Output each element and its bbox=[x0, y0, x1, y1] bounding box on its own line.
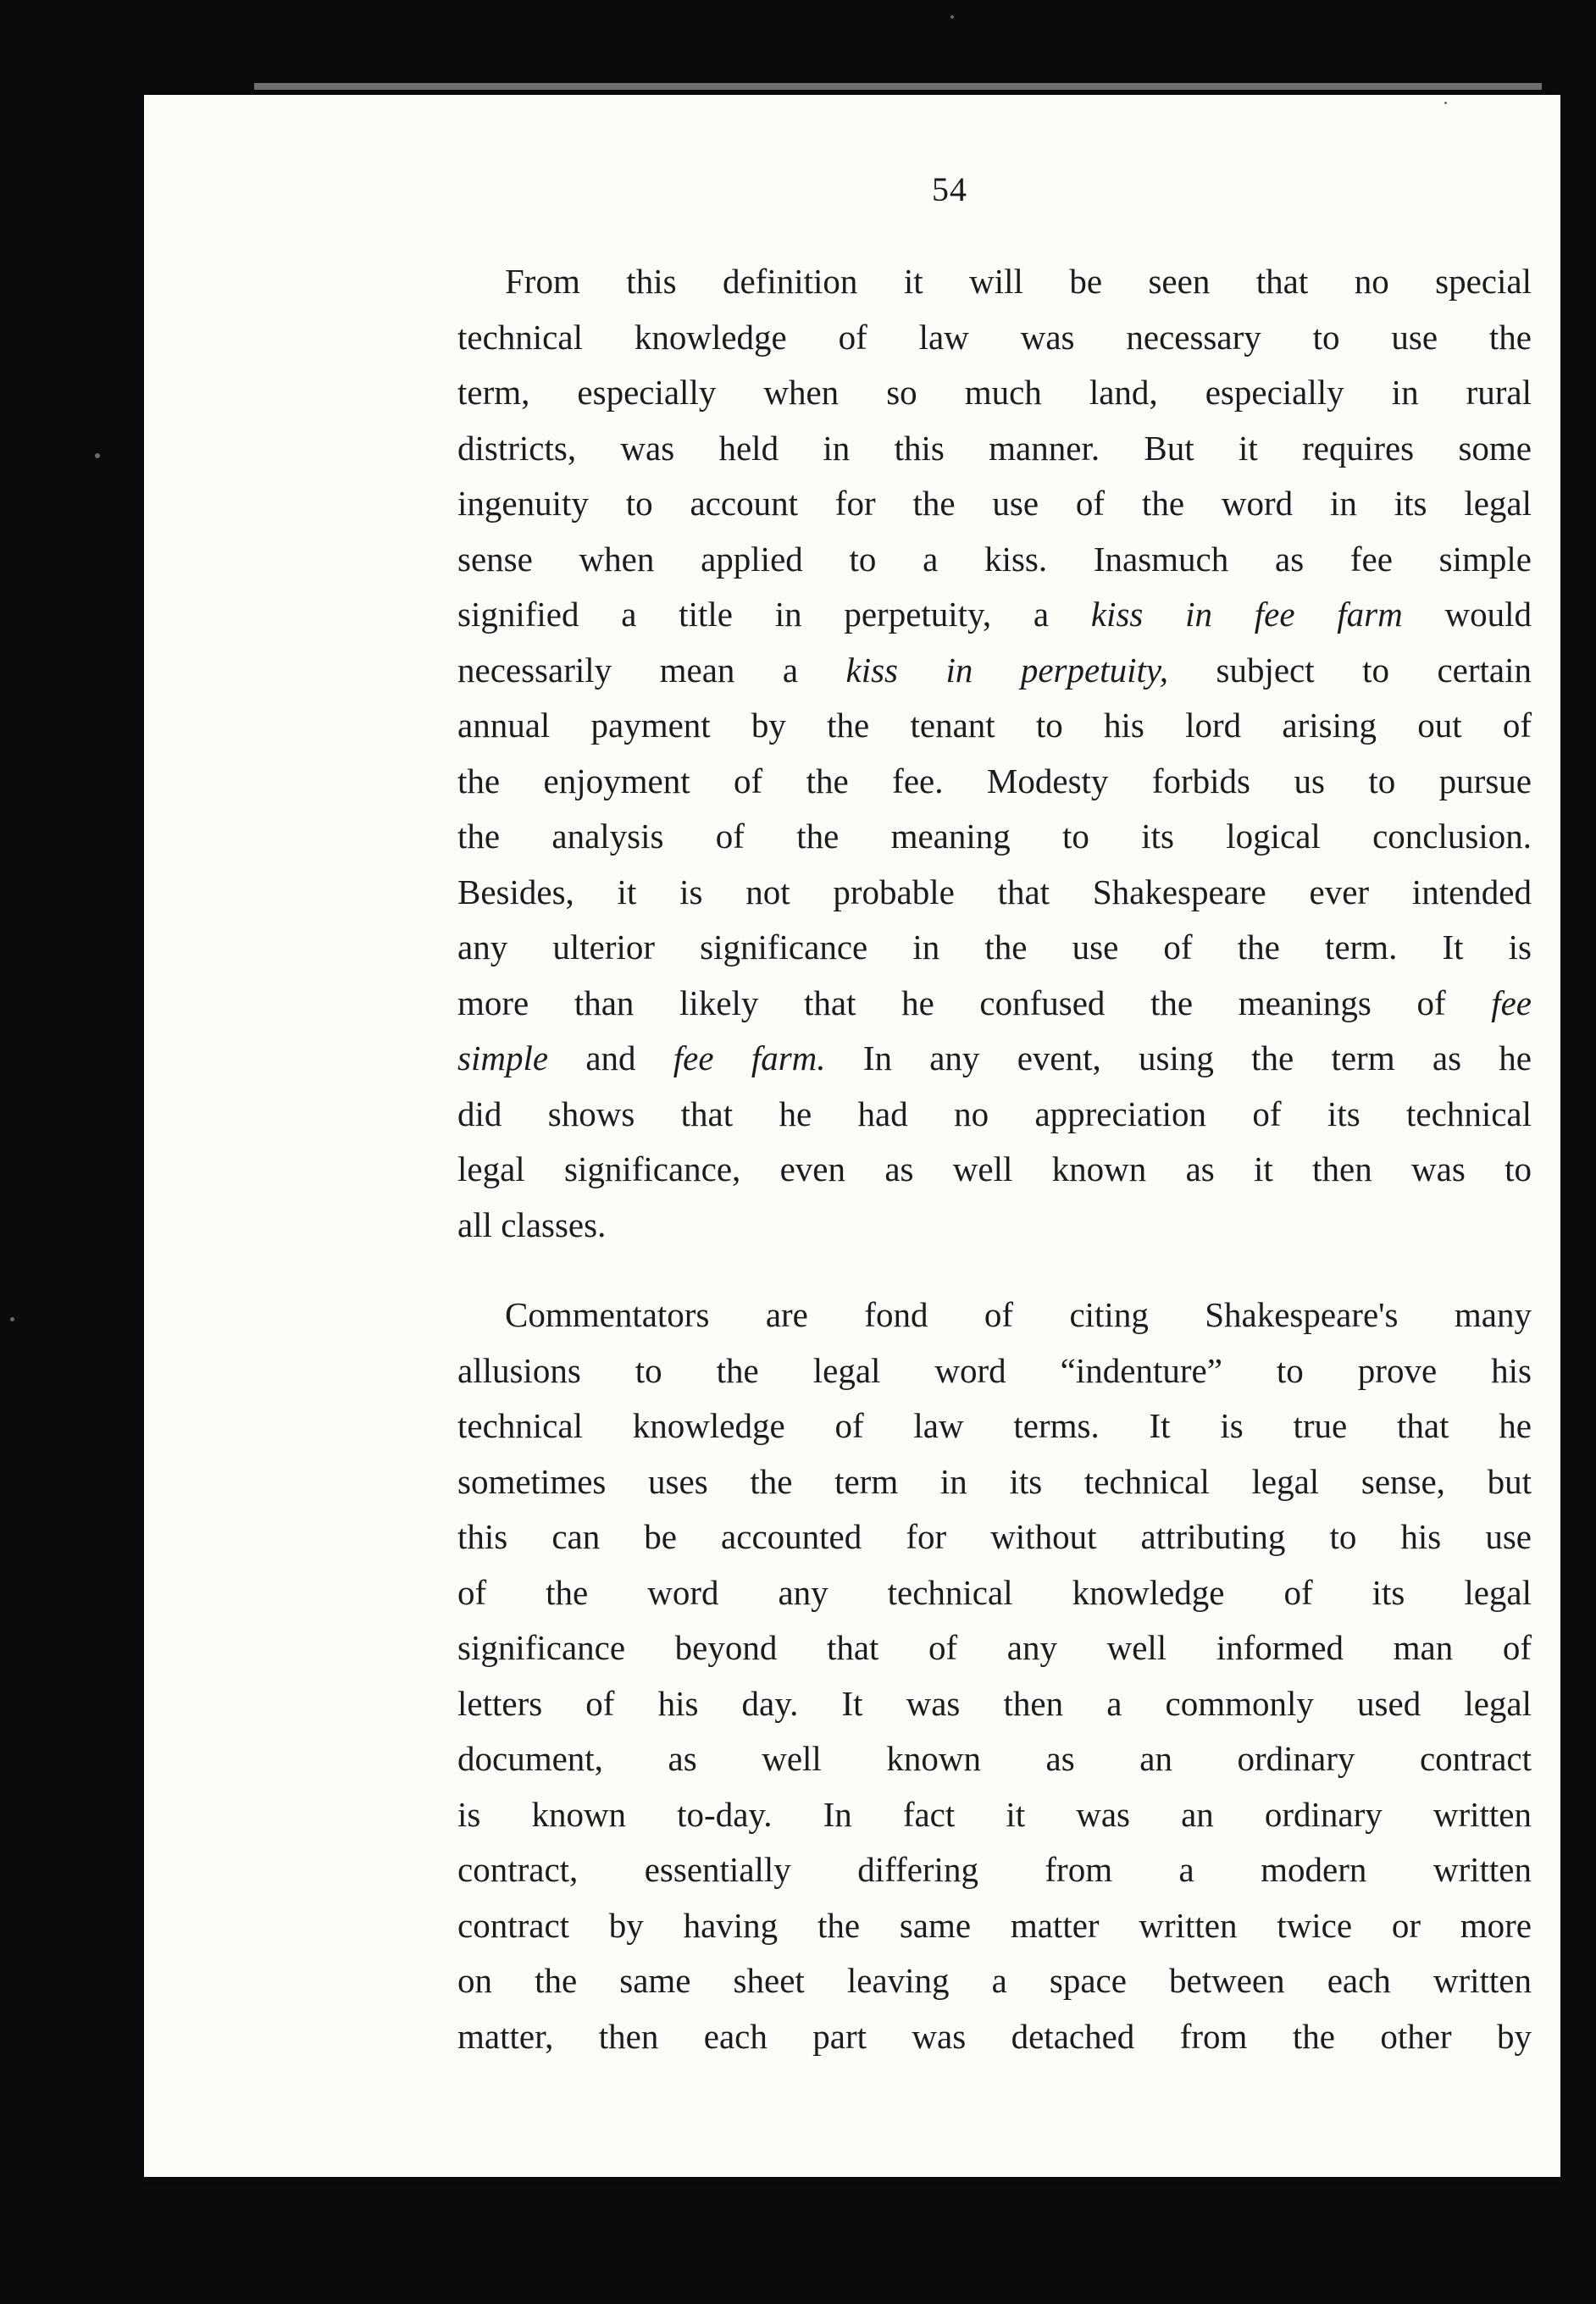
text-line: sometimes uses the term in its technical legal sense, but bbox=[457, 1461, 1532, 1501]
text-line: Besides, it is not probable that Shakespeare ever intended bbox=[457, 872, 1532, 911]
text-line: significance beyond that of any well informed man of bbox=[457, 1628, 1532, 1667]
text-line: technical knowledge of law terms. It is true that he bbox=[457, 1406, 1532, 1445]
text-line: technical knowledge of law was necessary to use the bbox=[457, 317, 1532, 357]
scan-speck bbox=[950, 15, 954, 19]
scan-speck bbox=[10, 1317, 14, 1321]
text-line: document, as well known as an ordinary contract bbox=[457, 1739, 1532, 1778]
text-line: term, especially when so much land, especially in rural bbox=[457, 373, 1532, 412]
text-line: on the same sheet leaving a space between each written bbox=[457, 1961, 1532, 2000]
scan-speck bbox=[1444, 102, 1447, 104]
text-line: contract by having the same matter written twice or more bbox=[457, 1905, 1532, 1945]
text-line: is known to-day. In fact it was an ordinary written bbox=[457, 1794, 1532, 1834]
scan-speck bbox=[95, 453, 100, 458]
text-line: letters of his day. It was then a commonly used legal bbox=[457, 1683, 1532, 1723]
text-line: any ulterior significance in the use of the term. It is bbox=[457, 928, 1532, 966]
text-line: necessarily mean a kiss in perpetuity, subject to certain bbox=[457, 650, 1532, 690]
text-line: simple and fee farm. In any event, using the term as he bbox=[457, 1038, 1532, 1077]
text-line: Commentators are fond of citing Shakespeare's many bbox=[505, 1295, 1532, 1334]
italic-phrase: kiss in fee farm bbox=[1090, 595, 1403, 634]
text-line: matter, then each part was detached from the other by bbox=[457, 2016, 1532, 2056]
text-line: ingenuity to account for the use of the word in its legal bbox=[457, 484, 1532, 523]
italic-phrase: fee farm. bbox=[673, 1038, 826, 1077]
text-line: legal significance, even as well known as it then was to bbox=[457, 1149, 1532, 1188]
text-line: of the word any technical knowledge of its legal bbox=[457, 1572, 1532, 1612]
text-line: more than likely that he confused the meanings of fee bbox=[457, 983, 1532, 1022]
text-line: districts, was held in this manner. But it requires some bbox=[457, 428, 1532, 468]
italic-phrase: kiss in perpetuity, bbox=[845, 650, 1169, 690]
text-line: contract, essentially differing from a modern written bbox=[457, 1850, 1532, 1889]
text-line: did shows that he had no appreciation of its technical bbox=[457, 1094, 1532, 1133]
page-number: 54 bbox=[932, 170, 967, 208]
text-line: all classes. bbox=[457, 1205, 607, 1244]
text-line: annual payment by the tenant to his lord arising out of bbox=[457, 706, 1532, 745]
paragraph-2 bbox=[457, 1288, 1532, 2064]
text-line: From this definition it will be seen that no special bbox=[505, 262, 1532, 301]
text-line: the enjoyment of the fee. Modesty forbids us to pursue bbox=[457, 761, 1532, 800]
text-line: the analysis of the meaning to its logical conclusion. bbox=[457, 817, 1532, 856]
text-line: allusions to the legal word “indenture” to prove his bbox=[457, 1350, 1532, 1390]
paragraph-1 bbox=[457, 254, 1532, 1253]
text-line: sense when applied to a kiss. Inasmuch as fee simple bbox=[457, 539, 1532, 579]
text-line: this can be accounted for without attributing to his use bbox=[457, 1517, 1532, 1556]
italic-phrase: simple bbox=[457, 1038, 549, 1077]
text-line: signified a title in perpetuity, a kiss in fee farm would bbox=[457, 595, 1532, 634]
paper-top-edge bbox=[254, 83, 1542, 90]
italic-phrase: fee bbox=[1491, 983, 1532, 1022]
